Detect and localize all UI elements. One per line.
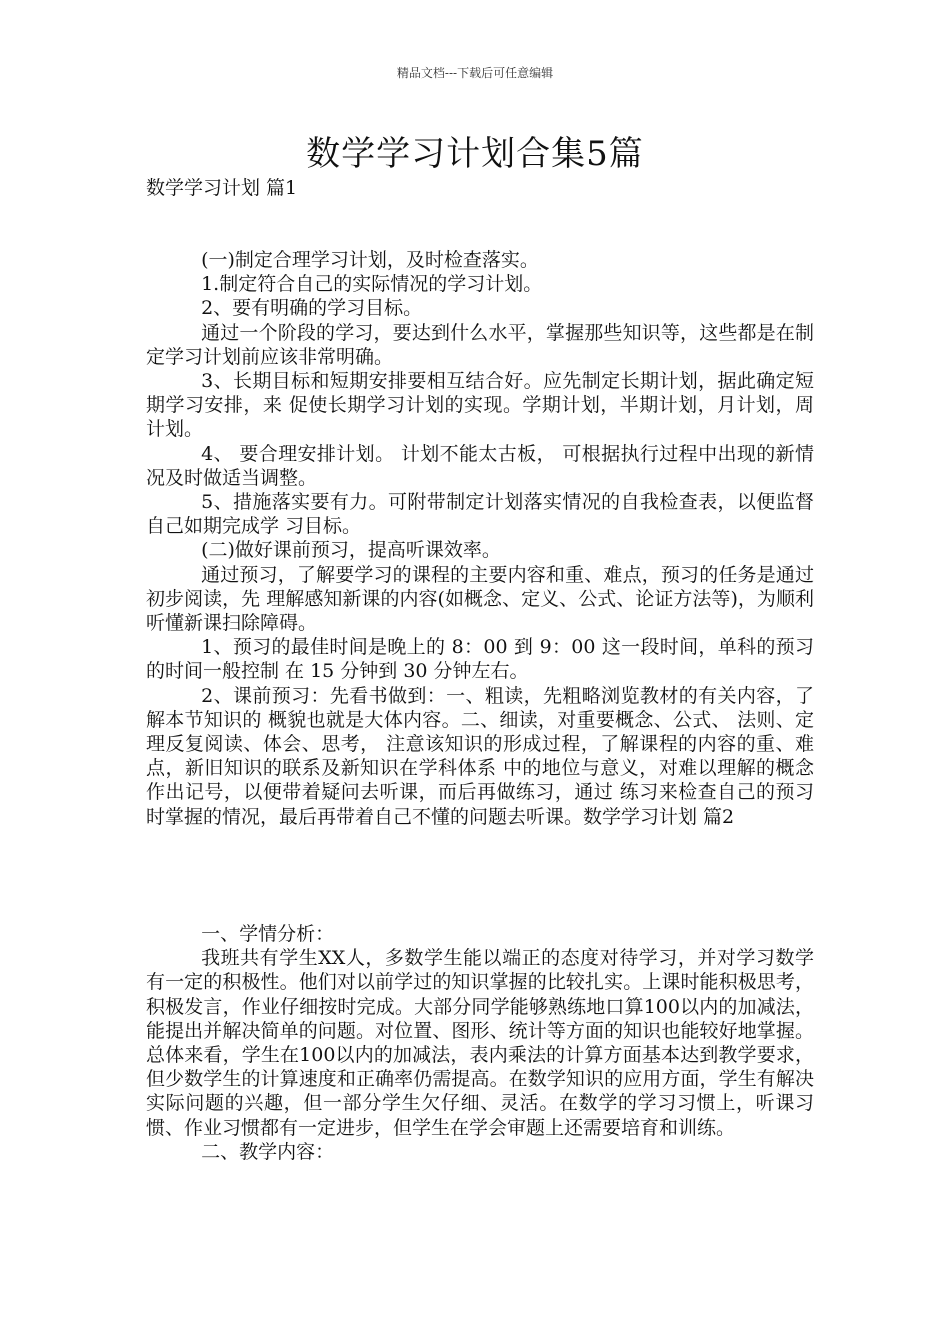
paragraph: 2、课前预习：先看书做到：一、粗读，先粗略浏览教材的有关内容，了解本节知识的 概貌也就是大体内容。二、细读，对重要概念、公式、 法则、定理反复阅读、体会、思考， 注意该知识的形成过程，了解课程的内容的重、难点，新旧知识的联系及新知识在学科体系 中的地位与意义，对难以理解的概念作出记号，以便带着疑问去听课，而后再做练习，通过 练习来检查自己的预习时掌握的情况，最后再带着自己不懂的问题去听课。数学学习计划 篇2 — [146, 684, 814, 828]
header-note: 精品文档---下载后可任意编辑 — [396, 66, 554, 80]
paragraph: 我班共有学生XX人，多数学生能以端正的态度对待学习，并对学习数学有一定的积极性。他们对以前学过的知识掌握的比较扎实。上课时能积极思考，积极发言，作业仔细按时完成。大部分同学能够熟练地口算100以内的加减法，能提出并解决简单的问题。对位置、图形、统计等方面的知识也能较好地掌握。总体来看，学生在100以内的加减法，表内乘法的计算方面基本达到教学要求，但少数学生的计算速度和正确率仍需提高。在数学知识的应用方面，学生有解决实际问题的兴趣，但一部分学生欠仔细、灵活。在数学的学习习惯上，听课习惯、作业习惯都有一定进步，但学生在学会审题上还需要培育和训练。 — [146, 947, 814, 1139]
paragraph: (二)做好课前预习，提高听课效率。 — [201, 539, 501, 562]
paragraph: 通过一个阶段的学习，要达到什么水平，掌握那些知识等，这些都是在制定学习计划前应该非常明确。 — [146, 321, 814, 368]
paragraph: 1、预习的最佳时间是晚上的 8：00 到 9：00 这一段时间，单科的预习的时间一般控制 在 15 分钟到 30 分钟左右。 — [146, 636, 814, 683]
paragraph: 一、学情分析： — [201, 923, 335, 945]
paragraph: 4、 要合理安排计划。 计划不能太古板， 可根据执行过程中出现的新情况及时做适当调整。 — [146, 442, 814, 489]
paragraph: (一)制定合理学习计划，及时检查落实。 — [201, 249, 539, 271]
paragraph: 通过预习，了解要学习的课程的主要内容和重、难点，预习的任务是通过初步阅读，先 理解感知新课的内容(如概念、定义、公式、论证方法等)，为顺利听懂新课扫除障碍。 — [146, 563, 814, 635]
section-heading-part1: 数学学习计划 篇1 — [146, 177, 298, 199]
part2-body — [146, 922, 814, 1164]
paragraph: 二、教学内容： — [201, 1140, 335, 1163]
paragraph: 5、措施落实要有力。可附带制定计划落实情况的自我检查表，以便监督自己如期完成学 习目标。 — [146, 491, 814, 538]
paragraph: 2、要有明确的学习目标。 — [201, 297, 423, 320]
part1-body — [146, 248, 814, 829]
document-title: 数学学习计划合集5篇 — [306, 134, 644, 174]
paragraph: 3、长期目标和短期安排要相互结合好。应先制定长期计划，据此确定短期学习安排，来 促使长期学习计划的实现。学期计划，半期计划，月计划，周计划。 — [146, 370, 814, 441]
paragraph: 1.制定符合自己的实际情况的学习计划。 — [201, 273, 543, 296]
